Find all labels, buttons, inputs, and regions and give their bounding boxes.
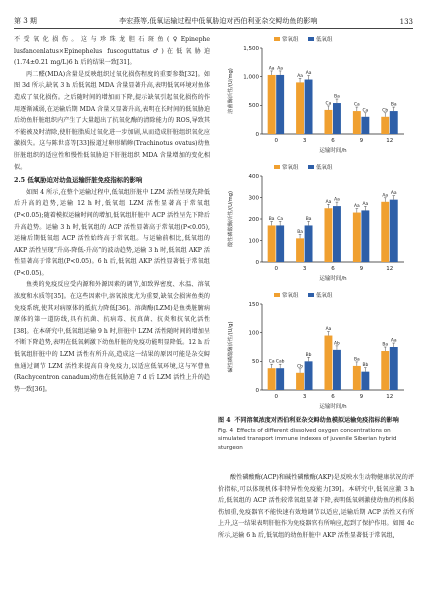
legend-swatch	[274, 37, 280, 41]
running-title: 李宏燕等,低氧运输过程中低氧胁迫对西伯利亚杂交鲟幼鱼的影响	[119, 17, 318, 25]
bar	[333, 350, 341, 390]
x-tick-label: 9	[359, 138, 364, 144]
x-tick-label: 6	[331, 394, 335, 400]
significance-label: Aa	[305, 71, 312, 77]
akp-bar-chart	[218, 290, 414, 414]
y-tick-label: 400	[248, 173, 259, 180]
bar	[390, 347, 398, 390]
x-axis-label: 运输时间/h	[319, 276, 347, 282]
significance-label: Aa	[362, 201, 369, 207]
significance-label: Bb	[362, 363, 369, 369]
y-tick-label: 300	[248, 195, 259, 202]
chart-panel-b	[218, 162, 414, 286]
bar	[305, 361, 313, 390]
bar	[353, 213, 361, 262]
legend-label: 常氧组	[282, 165, 299, 171]
running-header	[14, 8, 413, 29]
significance-label: Aa	[325, 199, 332, 205]
issue-number: 第 3 期	[14, 17, 37, 25]
significance-label: Cb	[382, 108, 389, 114]
legend-label: 常氧组	[282, 37, 299, 43]
legend-label: 低氧组	[316, 37, 333, 43]
paragraph: 丙二醛(MDA)含量是反映组织过氧化损伤程度的重要参数[32]。如图 3d 所示,缺氧 3 h 后低氧组 MDA 含量显著升高,表明低氧环境对鱼体造成了氧化损伤。之后随时间的增加而下降,提示缺氧引起氧化损伤的作用逐渐减弱,在运输后期 MDA 含量又显著升高,表明在长时间的低氧胁迫后幼鱼肝脏组织内产生了大量超出了抗氧化酶的清除能力的 ROS,导致其不能被及时清除,使肝脏脂质过氧化进一步加剧,从而造成肝脏组织氧化应激损失。这与陈世喜等[33]报道过卵形鲳鲹(Trachinotus ovatus)幼鱼肝脏组织的适应性和慢性低氧胁迫下肝脏组织 MDA 含量增加的变化相似。	[14, 70, 210, 171]
significance-label: Ba	[334, 94, 340, 100]
y-tick-label: 1,500	[243, 45, 259, 52]
bar	[268, 368, 276, 390]
x-tick-label: 6	[331, 266, 335, 272]
chart-panel-c	[218, 290, 414, 414]
y-tick-label: 0	[255, 131, 259, 138]
significance-label: Aa	[277, 66, 284, 72]
y-tick-label: 100	[248, 238, 259, 245]
bar	[268, 75, 276, 134]
bar	[353, 366, 361, 390]
paragraph: 如图 4 所示,在整个运输过程中,低氧组肝脏中 LZM 活性呈现先降低后升高的趋势,运输 12 h 时,低氧组 LZM 活性显著高于常氧组(P<0.05);随着模拟运输时间的增加,低氧组肝脏中 ACP 活性呈先下降后升高趋势。运输 3 h 时,低氧组的 ACP 活性显著高于常氧组(P<0.05),运输后期低氧组 ACP 活性始终高于常氧组。与运输前相比,低氧组的 AKP 活性呈现“升高-降低-升高”的波动趋势,运输 3 h 时,低氧组 AKP 活性显著高于常氧组(P<0.05)。6 h 后,低氧组 AKP 活性显著低于常氧组(P<0.05)。	[14, 188, 210, 277]
right-column	[218, 34, 414, 594]
y-tick-label: 0	[255, 387, 259, 394]
bar	[381, 202, 389, 262]
y-axis-label: 碱性磷酸酶活性/(U/g)	[228, 321, 234, 373]
significance-label: Ba	[305, 216, 312, 222]
significance-label: Aa	[325, 327, 332, 333]
x-tick-label: 0	[274, 266, 278, 272]
paragraph: 不受氧化损伤。这与珍珠龙胆石斑鱼(♀Epinephe lusfancenlatus×Epinephelus fuscoguttatus♂)在低氧胁迫(1.74±0.21 mg/L)6 h 后的结果一致[31]。	[14, 36, 210, 67]
legend-swatch	[308, 165, 314, 169]
bar	[361, 117, 369, 134]
caption-cn-text: 不同溶氧浓度对西伯利亚杂交鲟幼鱼模拟运输免疫指标的影响	[234, 417, 399, 424]
significance-label: Ba	[353, 357, 360, 363]
bar	[353, 111, 361, 134]
significance-label: Ba	[268, 216, 275, 222]
significance-label: Aa	[353, 204, 360, 210]
bar	[381, 351, 389, 390]
significance-label: Aa	[382, 193, 389, 199]
bar	[333, 206, 341, 262]
legend-label: 低氧组	[316, 293, 333, 299]
caption-cn-label: 图 4	[218, 417, 231, 424]
y-tick-label: 1,000	[243, 74, 259, 81]
lzm-bar-chart	[218, 34, 414, 158]
x-tick-label: 3	[302, 266, 307, 272]
caption-cn	[218, 416, 414, 425]
y-tick-label: 0	[255, 259, 259, 266]
significance-label: Cab	[275, 359, 285, 365]
significance-label: Bb	[305, 352, 312, 358]
significance-label: Cb	[297, 364, 303, 370]
bar	[324, 110, 332, 134]
caption-en	[218, 427, 414, 452]
paragraph: 鱼类的免疫反应受内源和外源因素的调节,如致界密度、水温、溶氧浓度和水质等[35]。在这些因素中,溶氧浓度尤为重要,缺氧会损害鱼类的免疫系统,使其对病原体的抵抗力降低[36]。溶菌酶(LZM)是鱼类脏腑病原体的第一道防线,具有抗菌、抗病毒、抗真菌、抗炎和抗氧化活性[38]。在本研究中,低氧组运输 9 h 时,肝脏中 LZM 活性随时间的增加呈不断下降趋势,表明在低氧刺激下幼鱼肝脏的免疫功能明显降低。12 h 后低氧组肝脏中的 LZM 活性有所升高,造成这一结果的原因可能是杂交鲟鱼通过调节 LZM 活性来提高自身免疫力,以适应低氧环境,这与军曹鱼(Rachycentron canadum)幼鱼在低氧胁迫 7 d 后 LZM 活性上升的趋势一致[36]。	[14, 281, 210, 393]
bar	[296, 238, 304, 262]
left-column	[14, 34, 210, 594]
significance-label: Ca	[268, 359, 275, 365]
significance-label: Aa	[268, 66, 275, 72]
significance-label: Ab	[334, 341, 340, 347]
x-tick-label: 0	[274, 138, 278, 144]
bar	[268, 225, 276, 262]
x-tick-label: 12	[386, 394, 394, 400]
y-tick-label: 150	[248, 301, 259, 308]
significance-label: Ca	[362, 108, 369, 114]
y-tick-label: 200	[248, 216, 259, 223]
bar	[276, 225, 284, 262]
bar	[381, 117, 389, 134]
legend-label: 常氧组	[282, 293, 299, 299]
significance-label: Ba	[297, 229, 303, 235]
x-tick-label: 12	[386, 138, 394, 144]
bar	[276, 75, 284, 134]
legend-label: 低氧组	[316, 165, 333, 171]
significance-label: Aa	[334, 197, 340, 203]
y-axis-label: 溶菌酶活性/(U/mg)	[228, 68, 234, 114]
bar	[296, 82, 304, 134]
significance-label: Aa	[297, 73, 303, 79]
x-tick-label: 9	[359, 266, 364, 272]
right-body-text	[218, 472, 414, 542]
bar	[324, 208, 332, 262]
bar	[324, 336, 332, 390]
significance-label: Ca	[325, 101, 332, 107]
bar	[276, 368, 284, 390]
significance-label: Ca	[277, 216, 284, 222]
significance-label: Aa	[390, 338, 397, 344]
bar	[296, 373, 304, 390]
x-axis-label: 运输时间/h	[319, 148, 347, 154]
x-tick-label: 3	[302, 138, 307, 144]
y-tick-label: 500	[248, 103, 259, 110]
bar	[333, 103, 341, 134]
y-tick-label: 50	[252, 359, 259, 366]
y-axis-label: 酸性磷酸酶活性/(U/mg)	[228, 191, 234, 247]
significance-label: Ba	[390, 102, 397, 108]
caption-en-label: Fig. 4	[218, 428, 234, 434]
x-tick-label: 9	[359, 394, 364, 400]
acp-bar-chart	[218, 162, 414, 286]
significance-label: Aa	[390, 191, 397, 197]
x-axis-label: 运输时间/h	[319, 404, 347, 410]
paragraph: 酸性磷酸酶(ACP)和碱性磷酸酶(AKP)是反映水生动物健康状况的评价指标,可以体现机体非特异性免疫能力[39]。本研究中,低氧应激 3 h 后,低氧组的 ACP 活性较常氧组显著下降,表明低氧刺激使幼鱼的机体损伤加重,免疫器官不能快速有效地调节以适应,运输后期 ACP 活性又有所上升,这一结果表明肝脏作为免疫器官有所响应,起到了保护作用。如图 4c 所示,运输 6 h 后,低氧组的幼鱼肝脏中 AKP 活性显著低于常氧组,	[218, 474, 414, 539]
page-number: 133	[399, 18, 413, 26]
bar	[305, 225, 313, 262]
legend-swatch	[308, 293, 314, 297]
x-tick-label: 0	[274, 394, 278, 400]
caption-en-text: Effects of different dissolved oxygen concentrations on simulated transport immune indexes of juvenile Siberian hybrid sturgeon	[218, 428, 397, 451]
section-heading: 2.5 低氧胁迫对幼鱼运输肝脏免疫指标的影响	[14, 176, 143, 185]
legend-swatch	[274, 165, 280, 169]
bar	[305, 80, 313, 134]
x-tick-label: 12	[386, 266, 394, 272]
legend-swatch	[274, 293, 280, 297]
bar	[390, 111, 398, 134]
figure-caption	[218, 416, 414, 452]
bar	[361, 372, 369, 390]
legend-swatch	[308, 37, 314, 41]
significance-label: Ca	[353, 102, 360, 108]
bar	[390, 200, 398, 262]
significance-label: Ba	[382, 342, 389, 348]
x-tick-label: 3	[302, 394, 307, 400]
bar	[361, 210, 369, 262]
x-tick-label: 6	[331, 138, 335, 144]
chart-panel-a	[218, 34, 414, 158]
y-tick-label: 100	[248, 330, 259, 337]
